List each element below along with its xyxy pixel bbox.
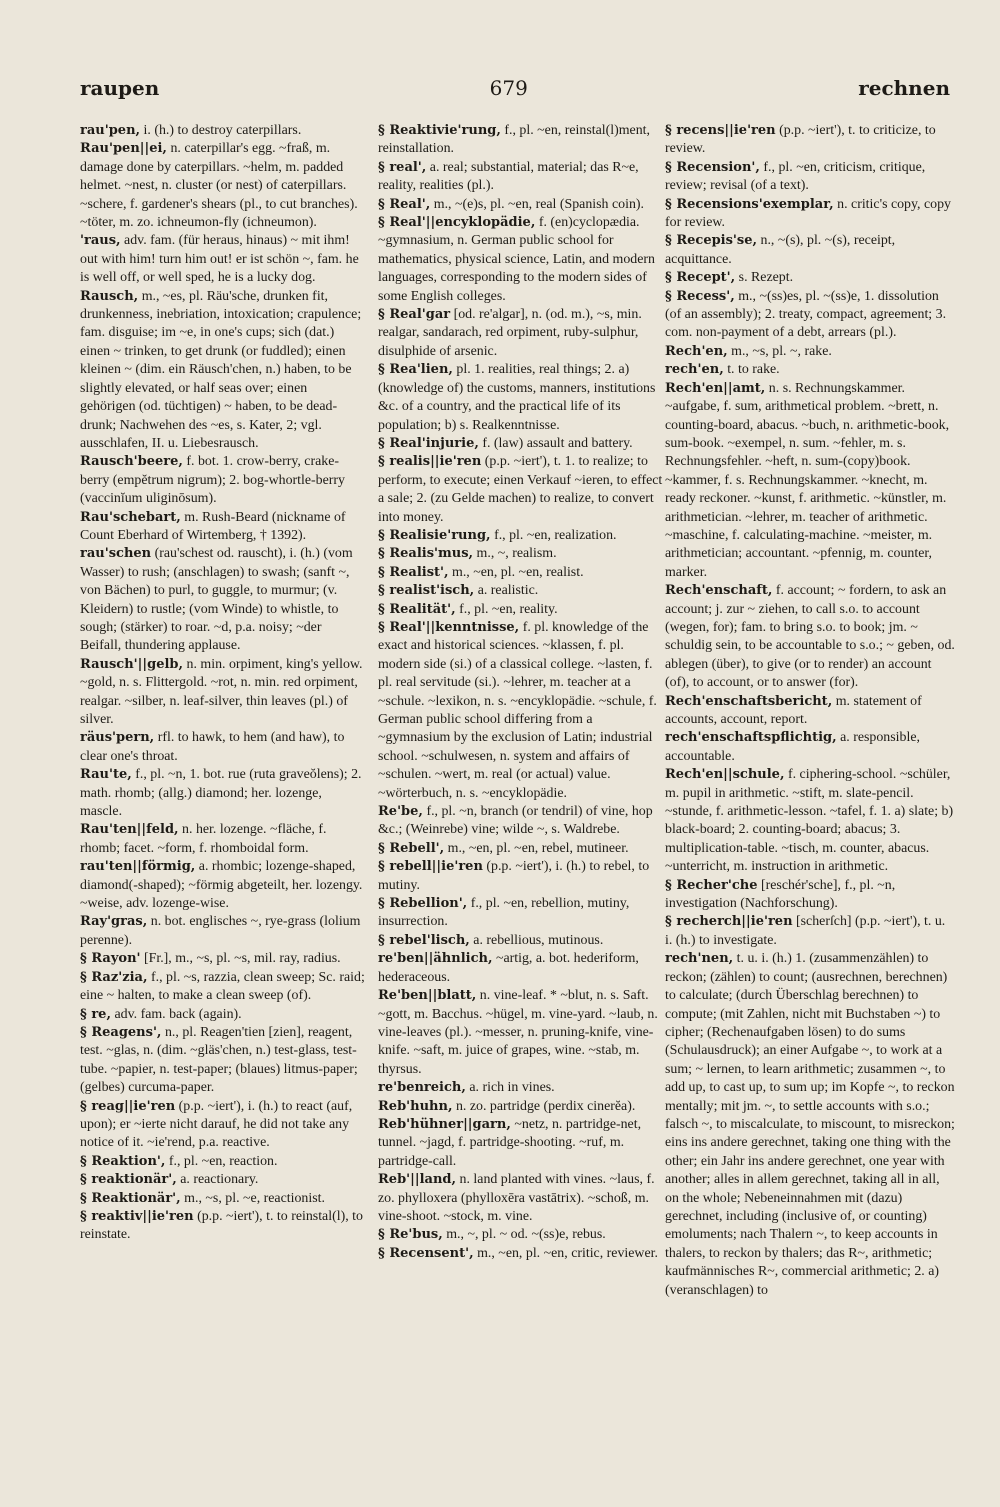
dictionary-entry <box>378 435 663 453</box>
dictionary-entry <box>80 1006 365 1024</box>
entry-headword: § Recension', <box>665 159 760 175</box>
entry-definition: n. vine-leaf. * ~blut, n. s. Saft. ~gott, m. Bacchus. ~hügel, m. vine-yard. ~laub, n. vine-leaves (pl.). ~messer, n. pruning-knife, vine-knife. ~saft, m. juice of grapes, wine. ~stab, m. thyrsus. <box>378 988 658 1077</box>
dictionary-entry <box>80 1098 365 1153</box>
entry-definition: (rau'schest od. rauscht), i. (h.) (vom Wasser) to rush; (anschlagen) to swash; (sanft ~, von Bächen) to purl, to guggle, to murmur; (v. Kleidern) to rustle; (vom Winde) to whistle, to sough; (stärker) to roar. ~d, p.a. noisy; ~der Beifall, thundering applause. <box>80 546 353 654</box>
entry-definition: m., ~es, pl. Räu'sche, drunken fit, drunkenness, inebriation, intoxication; crapulence; fam. disguise; im ~e, in one's cups; sich (dat.) einen ~ trinken, to get drunk (or fuddled); einen kleinen ~ (dim. ein Räusch'chen, n.) haben, to be slightly elevated, or half seas over; einen gehörigen (od. tüchtigen) ~ haben, to be dead-drunk; Nachwehen des ~es, s. Kater, 2; vgl. ausschlafen, II. u. Liebesrausch. <box>80 288 362 451</box>
entry-headword: § Real'||kenntnisse, <box>378 619 520 635</box>
entry-headword: Rausch'||gelb, <box>80 656 184 672</box>
entry-headword: Rech'en||schule, <box>665 767 785 783</box>
entry-definition: n. s. Rechnungskammer. ~aufgabe, f. sum, arithmetical problem. ~brett, n. counting-board, abacus. ~buch, n. arithmetic-book, sum-book. ~exempel, n. sum. ~fehler, m. s. Rechnungsfehler. ~heft, n. sum-(copy)book. ~kammer, f. s. Rechnungskammer. ~knecht, m. ready reckoner. ~kunst, f. arithmetic. ~künstler, m. arithmetician. ~lehrer, m. teacher of arithmetic. ~maschine, f. calculating-machine. ~meister, m. arithmetician; accountant. ~pfennig, m. counter, marker. <box>665 380 950 580</box>
dictionary-entry <box>80 509 365 546</box>
entry-definition: ~artig, a. bot. hederiform, hederaceous. <box>378 951 639 985</box>
column-2 <box>378 122 663 1462</box>
entry-headword: § recens||ie'ren <box>665 123 776 138</box>
entry-definition: pl. 1. realities, real things; 2. a) (knowledge of) the customs, manners, institutions &c. of a country, and the practical life of its population; b) s. Realkenntnisse. <box>378 362 656 433</box>
entry-headword: § Recess', <box>665 288 735 304</box>
entry-headword: re'ben||ähnlich, <box>378 951 493 967</box>
entry-definition: f. ciphering-school. ~schüler, m. pupil in arithmetic. ~stift, m. slate-pencil. ~stunde, f. arithmetic-lesson. ~tafel, f. 1. a) slate; b) black-board; 2. counting-board; abacus; 3. multiplication-table. ~tisch, m. counter, abacus. ~unterricht, m. instruction in arithmetic. <box>665 767 954 875</box>
dictionary-entry <box>80 858 365 913</box>
dictionary-entry <box>80 453 365 508</box>
entry-definition: (p.p. ~iert'), t. to reinstal(l), to reinstate. <box>80 1208 363 1243</box>
dictionary-entry <box>665 693 955 730</box>
entry-headword: Rausch'beere, <box>80 454 183 470</box>
entry-headword: § Recensent', <box>378 1245 474 1261</box>
entry-definition: n. critic's copy, copy for review. <box>665 196 951 231</box>
entry-definition: f., pl. ~en, rebellion, mutiny, insurrection. <box>378 896 630 930</box>
entry-definition: n., pl. Reagen'tien [zien], reagent, test. ~glas, n. (dim. ~gläs'chen, n.) test-glass, test-tube. ~papier, n. test-paper; (blaues) litmus-paper; (gelbes) curcuma-paper. <box>80 1024 358 1096</box>
dictionary-entry <box>80 232 365 287</box>
entry-headword: § Realist', <box>378 564 449 580</box>
entry-headword: § Realisie'rung, <box>378 527 491 543</box>
dictionary-entry <box>80 1153 365 1171</box>
entry-headword: Rech'en||amt, <box>665 380 766 396</box>
dictionary-entry <box>80 122 365 140</box>
dictionary-entry <box>378 803 663 840</box>
entry-definition: (p.p. ~iert'), t. 1. to realize; to perform, to execute; einen Verkauf ~ieren, to effect a sale; 2. (zu Gelde machen) to realize, to convert into money. <box>378 454 663 525</box>
entry-headword: § re, <box>80 1006 111 1022</box>
dictionary-entry <box>80 1171 365 1189</box>
dictionary-entry <box>80 1024 365 1098</box>
entry-definition: m., ~s, pl. ~, rake. <box>731 343 832 359</box>
entry-headword: rau'pen, <box>80 123 141 138</box>
dictionary-entry <box>80 766 365 821</box>
entry-definition: t. u. i. (h.) 1. (zusammenzählen) to reckon; (zählen) to count; (ausrechnen, berechnen) to calculate; (durch Überschlag berechnen) to compute; (mit Zahlen, nicht mit Buchstaben ~) to cipher; (Rechenaufgaben lösen) to do sums (Schulausdruck); an einer Aufgabe ~, to work at a sum; ~ lernen, to learn arithmetic; zusammen ~, to add up, to cast up, to sum up; im Kopfe ~, to reckon mentally; mit jm. ~, to settle accounts with s.o.; falsch ~, to miscalculate, to miscount, to misreckon; eins ins andere gerechnet, taking one thing with the other; ein Jahr ins andere gerechnet, one year with another; alles in allem gerechnet, taking all in all, on the whole; Nebeneinnahmen mit (dazu) gerechnet, including (inclusive of, or counting) emoluments; nach Thalern ~, to keep accounts in thalers, to reckon by thalers; das R~, arithmetic; kaufmännisches R~, commercial arithmetic; 2. a) (veranschlagen) to <box>665 951 955 1298</box>
entry-definition: f., pl. ~en, reality. <box>459 601 558 617</box>
entry-definition: n., ~(s), pl. ~(s), receipt, acquittance. <box>665 233 896 267</box>
entry-definition: f., pl. ~en, realization. <box>494 527 617 543</box>
entry-headword: Reb'hühner||garn, <box>378 1116 511 1132</box>
dictionary-entry <box>378 1116 663 1171</box>
dictionary-entry <box>378 159 663 196</box>
entry-headword: § rebell||ie'ren <box>378 859 483 875</box>
entry-headword: rech'enschaftspflichtig, <box>665 730 837 746</box>
dictionary-entry <box>665 122 955 159</box>
entry-definition: n. zo. partridge (perdix cinerĕa). <box>455 1098 636 1114</box>
entry-definition: a. rebellious, mutinous. <box>473 932 604 948</box>
entry-headword: § realist'isch, <box>378 583 475 599</box>
entry-headword: § reag||ie'ren <box>80 1098 176 1114</box>
entry-definition: t. to rake. <box>727 362 780 378</box>
entry-definition: [Fr.], m., ~s, pl. ~s, mil. ray, radius. <box>144 951 341 967</box>
entry-definition: [scherſch] (p.p. ~iert'), t. u. i. (h.) to investigate. <box>665 914 946 948</box>
entry-headword: rau'ten||förmig, <box>80 859 196 875</box>
column-1 <box>80 122 365 1462</box>
dictionary-entry <box>665 196 955 233</box>
dictionary-entry <box>80 545 365 655</box>
entry-definition: m., ~en, pl. ~en, realist. <box>452 564 584 580</box>
dictionary-entry <box>378 196 663 214</box>
entry-headword: rau'schen <box>80 546 152 562</box>
entry-headword: räus'pern, <box>80 730 155 746</box>
entry-headword: § reaktionär', <box>80 1172 177 1188</box>
entry-headword: § Rea'lien, <box>378 362 453 378</box>
entry-headword: Rau'pen||ei, <box>80 141 167 157</box>
dictionary-entry <box>80 821 365 858</box>
entry-definition: rfl. to hawk, to hem (and haw), to clear one's throat. <box>80 730 345 764</box>
entry-headword: § Recher'che <box>665 877 758 893</box>
dictionary-entry <box>80 729 365 766</box>
entry-definition: m., ~s, pl. ~e, reactionist. <box>184 1190 325 1206</box>
entry-definition: (p.p. ~iert'), i. (h.) to rebel, to mutiny. <box>378 859 650 893</box>
right-guide-word: rechnen <box>858 76 950 100</box>
entry-definition: m., ~(ss)es, pl. ~(ss)e, 1. dissolution (of an assembly); 2. treaty, compact, agreement; 3. com. non-payment of a debt, arrears (pl.). <box>665 288 947 341</box>
entry-headword: § Reaktionär', <box>80 1190 181 1206</box>
entry-headword: Rech'en, <box>665 343 728 359</box>
entry-definition: adv. fam. back (again). <box>114 1006 242 1022</box>
entry-definition: ~netz, n. partridge-net, tunnel. ~jagd, f. partridge-shooting. ~ruf, m. partridge-call. <box>378 1116 642 1169</box>
entry-definition: [od. re'algar], n. (od. m.), ~s, min. realgar, sandarach, red orpiment, ruby-sulphur, disulphide of arsenic. <box>378 307 642 359</box>
dictionary-entry <box>665 343 955 361</box>
entry-headword: § Re'bus, <box>378 1227 443 1243</box>
entry-definition: (p.p. ~iert'), t. to criticize, to review. <box>665 123 936 157</box>
entry-headword: § rebel'lisch, <box>378 932 470 948</box>
entry-definition: m., ~en, pl. ~en, rebel, mutineer. <box>447 840 629 856</box>
entry-headword: § Reagens', <box>80 1024 162 1040</box>
entry-headword: Rech'enschaft, <box>665 583 773 599</box>
entry-headword: § recherch||ie'ren <box>665 914 793 930</box>
entry-headword: Rausch, <box>80 288 139 304</box>
entry-headword: rech'nen, <box>665 951 734 967</box>
entry-headword: § Real'||encyklopädie, <box>378 215 536 231</box>
entry-definition: f., pl. ~s, razzia, clean sweep; Sc. raid; eine ~ halten, to make a clean sweep (of). <box>80 969 365 1004</box>
dictionary-entry <box>80 969 365 1006</box>
dictionary-entry <box>80 656 365 730</box>
entry-definition: f. pl. knowledge of the exact and historical sciences. ~klassen, f. pl. modern side (si.) of a classical college. ~lasten, f. pl. real servitude (si.). ~lehrer, m. teacher at a ~schule. ~lexikon, n. s. ~encyklopädie. ~schule, f. German public school differing from a ~gymnasium by the exclusion of Latin; industrial school. ~schulwesen, n. system and affairs of ~schulen. ~wert, m. real (or actual) value. ~wörterbuch, n. s. ~encyklopädie. <box>378 619 657 801</box>
dictionary-entry <box>80 140 365 232</box>
entry-definition: n. her. lozenge. ~fläche, f. rhomb; facet. ~form, f. rhomboidal form. <box>80 822 327 856</box>
dictionary-entry <box>665 877 955 914</box>
entry-headword: § reaktiv||ie'ren <box>80 1208 194 1224</box>
entry-definition: a. rhombic; lozenge-shaped, diamond(-shaped); ~förmig abgeteilt, her. lozengy. ~weise, adv. lozenge-wise. <box>80 859 363 912</box>
entry-headword: § real', <box>378 159 427 175</box>
entry-definition: f., pl. ~en, reinstal(l)ment, reinstallation. <box>378 123 650 157</box>
entry-definition: [reschér'sche], f., pl. ~n, investigation (Nachforschung). <box>665 877 896 912</box>
dictionary-entry <box>665 950 955 1300</box>
entry-definition: s. Rezept. <box>738 270 794 286</box>
entry-headword: Rau'ten||feld, <box>80 822 179 838</box>
entry-headword: Rau'schebart, <box>80 509 181 525</box>
dictionary-entry <box>665 729 955 766</box>
entry-headword: § Recensions'exemplar, <box>665 196 834 212</box>
entry-headword: Re'be, <box>378 804 423 820</box>
entry-definition: m. Rush-Beard (nickname of Count Eberhard of Wirtemberg, † 1392). <box>80 509 346 543</box>
entry-definition: n. land planted with vines. ~laus, f. zo. phylloxera (phylloxēra vastātrix). ~schoß, m. vine-shoot. ~stock, m. vine. <box>378 1172 655 1224</box>
dictionary-entry <box>378 527 663 545</box>
entry-headword: § Raz'zia, <box>80 969 148 985</box>
entry-headword: § Recepis'se, <box>665 233 758 249</box>
left-guide-word: raupen <box>80 76 160 100</box>
dictionary-entry <box>378 214 663 306</box>
entry-headword: Reb'huhn, <box>378 1098 453 1114</box>
page-header <box>80 76 950 106</box>
dictionary-entry <box>378 858 663 895</box>
entry-definition: a. rich in vines. <box>469 1080 555 1096</box>
entry-definition: adv. fam. (für heraus, hinaus) ~ mit ihm! out with him! turn him out! er ist schön ~, fam. he is well off, or well sped, he is a lucky dog. <box>80 233 359 286</box>
entry-headword: 'raus, <box>80 233 121 249</box>
dictionary-entry <box>80 288 365 454</box>
entry-headword: § Realität', <box>378 601 456 617</box>
dictionary-entry <box>378 601 663 619</box>
dictionary-entry <box>665 582 955 692</box>
entry-definition: n. caterpillar's egg. ~fraß, m. damage done by caterpillars. ~helm, m. padded helmet. ~nest, n. cluster (or nest) of caterpillars. ~schere, f. gardener's shears (pl., to cut branches). ~töter, m. zo. ichneumon-fly (ichneumon). <box>80 141 358 231</box>
dictionary-entry <box>378 1245 663 1263</box>
entry-headword: Reb'||land, <box>378 1172 457 1188</box>
dictionary-entry <box>378 987 663 1079</box>
dictionary-entry <box>378 840 663 858</box>
entry-definition: n. min. orpiment, king's yellow. ~gold, n. s. Flittergold. ~rot, n. min. red orpiment, realgar. ~silber, n. leaf-silver, thin leaves (pl.) of silver. <box>80 656 363 727</box>
dictionary-entry <box>665 288 955 343</box>
entry-definition: m., ~, realism. <box>476 546 557 562</box>
entry-definition: f., pl. ~en, criticism, critique, review; revisal (of a text). <box>665 159 926 194</box>
dictionary-entry <box>378 582 663 600</box>
entry-definition: f. bot. 1. crow-berry, crake-berry (empĕtrum nigrum); 2. bog-whortle-berry (vaccinĭum uliginōsum). <box>80 454 345 507</box>
entry-headword: Ray'gras, <box>80 914 148 930</box>
dictionary-entry <box>378 1098 663 1116</box>
dictionary-entry <box>378 1079 663 1097</box>
page-number: 679 <box>489 76 528 100</box>
dictionary-entry <box>80 1208 365 1245</box>
dictionary-entry <box>80 1190 365 1208</box>
entry-headword: § realis||ie'ren <box>378 454 482 470</box>
entry-headword: § Real', <box>378 196 431 212</box>
entry-definition: f. (en)cyclopædia. ~gymnasium, n. German public school for mathematics, physical science, Latin, and modern languages, corresponding to the modern sides of some English colleges. <box>378 215 655 304</box>
dictionary-entry <box>665 361 955 379</box>
dictionary-entry <box>378 453 663 527</box>
entry-definition: m., ~, pl. ~ od. ~(ss)e, rebus. <box>446 1227 606 1243</box>
entry-definition: a. responsible, accountable. <box>665 730 920 764</box>
entry-headword: § Rebell', <box>378 840 445 856</box>
dictionary-entry <box>378 932 663 950</box>
dictionary-entry <box>665 232 955 269</box>
entry-definition: f. account; ~ fordern, to ask an account; j. zur ~ ziehen, to call s.o. to account (wegen, for); fam. to bring s.o. to book; jm. ~ schuldig sein, to be accountable to s.o.; ~ geben, od. ablegen (über), to give (or to render) an account (of), to account, or to answer (for). <box>665 583 955 691</box>
dictionary-entry <box>378 361 663 435</box>
dictionary-entry <box>665 766 955 876</box>
entry-definition: m. statement of accounts, account, report. <box>665 693 922 727</box>
entry-headword: § Rayon' <box>80 951 141 967</box>
entry-headword: Re'ben||blatt, <box>378 988 477 1004</box>
entry-definition: (p.p. ~iert'), i. (h.) to react (auf, upon); er ~ierte nicht darauf, he did not take any notice of it. ~ie'rend, p.a. reactive. <box>80 1098 353 1151</box>
entry-definition: i. (h.) to destroy caterpillars. <box>143 123 302 138</box>
entry-definition: f., pl. ~n, branch (or tendril) of vine, hop &c.; (Weinrebe) vine; wilde ~, s. Waldrebe. <box>378 804 653 838</box>
entry-headword: rech'en, <box>665 362 724 378</box>
dictionary-entry <box>378 122 663 159</box>
dictionary-entry <box>665 913 955 950</box>
dictionary-entry <box>665 269 955 287</box>
entry-headword: Rech'enschaftsbericht, <box>665 693 833 709</box>
dictionary-entry <box>378 619 663 803</box>
entry-definition: m., ~en, pl. ~en, critic, reviewer. <box>477 1245 658 1261</box>
dictionary-entry <box>378 545 663 563</box>
dictionary-entry <box>665 159 955 196</box>
dictionary-entry <box>80 950 365 968</box>
dictionary-entry <box>378 564 663 582</box>
entry-headword: § Recept', <box>665 270 736 286</box>
entry-definition: a. real; substantial, material; das R~e, reality, realities (pl.). <box>378 159 639 194</box>
entry-definition: a. realistic. <box>477 583 539 599</box>
entry-headword: § Reaktion', <box>80 1153 166 1169</box>
entry-definition: n. bot. englisches ~, rye-grass (lolium perenne). <box>80 914 361 948</box>
entry-definition: f., pl. ~n, 1. bot. rue (ruta graveŏlens); 2. math. rhomb; (allg.) diamond; her. lozenge, mascle. <box>80 767 362 820</box>
entry-headword: § Real'injurie, <box>378 435 479 451</box>
dictionary-entry <box>80 913 365 950</box>
dictionary-entry <box>378 1226 663 1244</box>
dictionary-entry <box>378 895 663 932</box>
entry-headword: Rau'te, <box>80 767 132 783</box>
entry-headword: re'benreich, <box>378 1080 466 1096</box>
column-3 <box>665 122 955 1462</box>
entry-headword: § Reaktivie'rung, <box>378 123 501 138</box>
entry-definition: f., pl. ~en, reaction. <box>168 1153 278 1169</box>
entry-definition: m., ~(e)s, pl. ~en, real (Spanish coin). <box>433 196 644 212</box>
dictionary-entry <box>665 380 955 582</box>
entry-headword: § Rebellion', <box>378 896 468 912</box>
entry-definition: f. (law) assault and battery. <box>482 435 633 451</box>
dictionary-entry <box>378 950 663 987</box>
entry-headword: § Realis'mus, <box>378 546 474 562</box>
entry-definition: a. reactionary. <box>180 1172 259 1188</box>
entry-headword: § Real'gar <box>378 307 451 323</box>
dictionary-entry <box>378 306 663 361</box>
dictionary-entry <box>378 1171 663 1226</box>
